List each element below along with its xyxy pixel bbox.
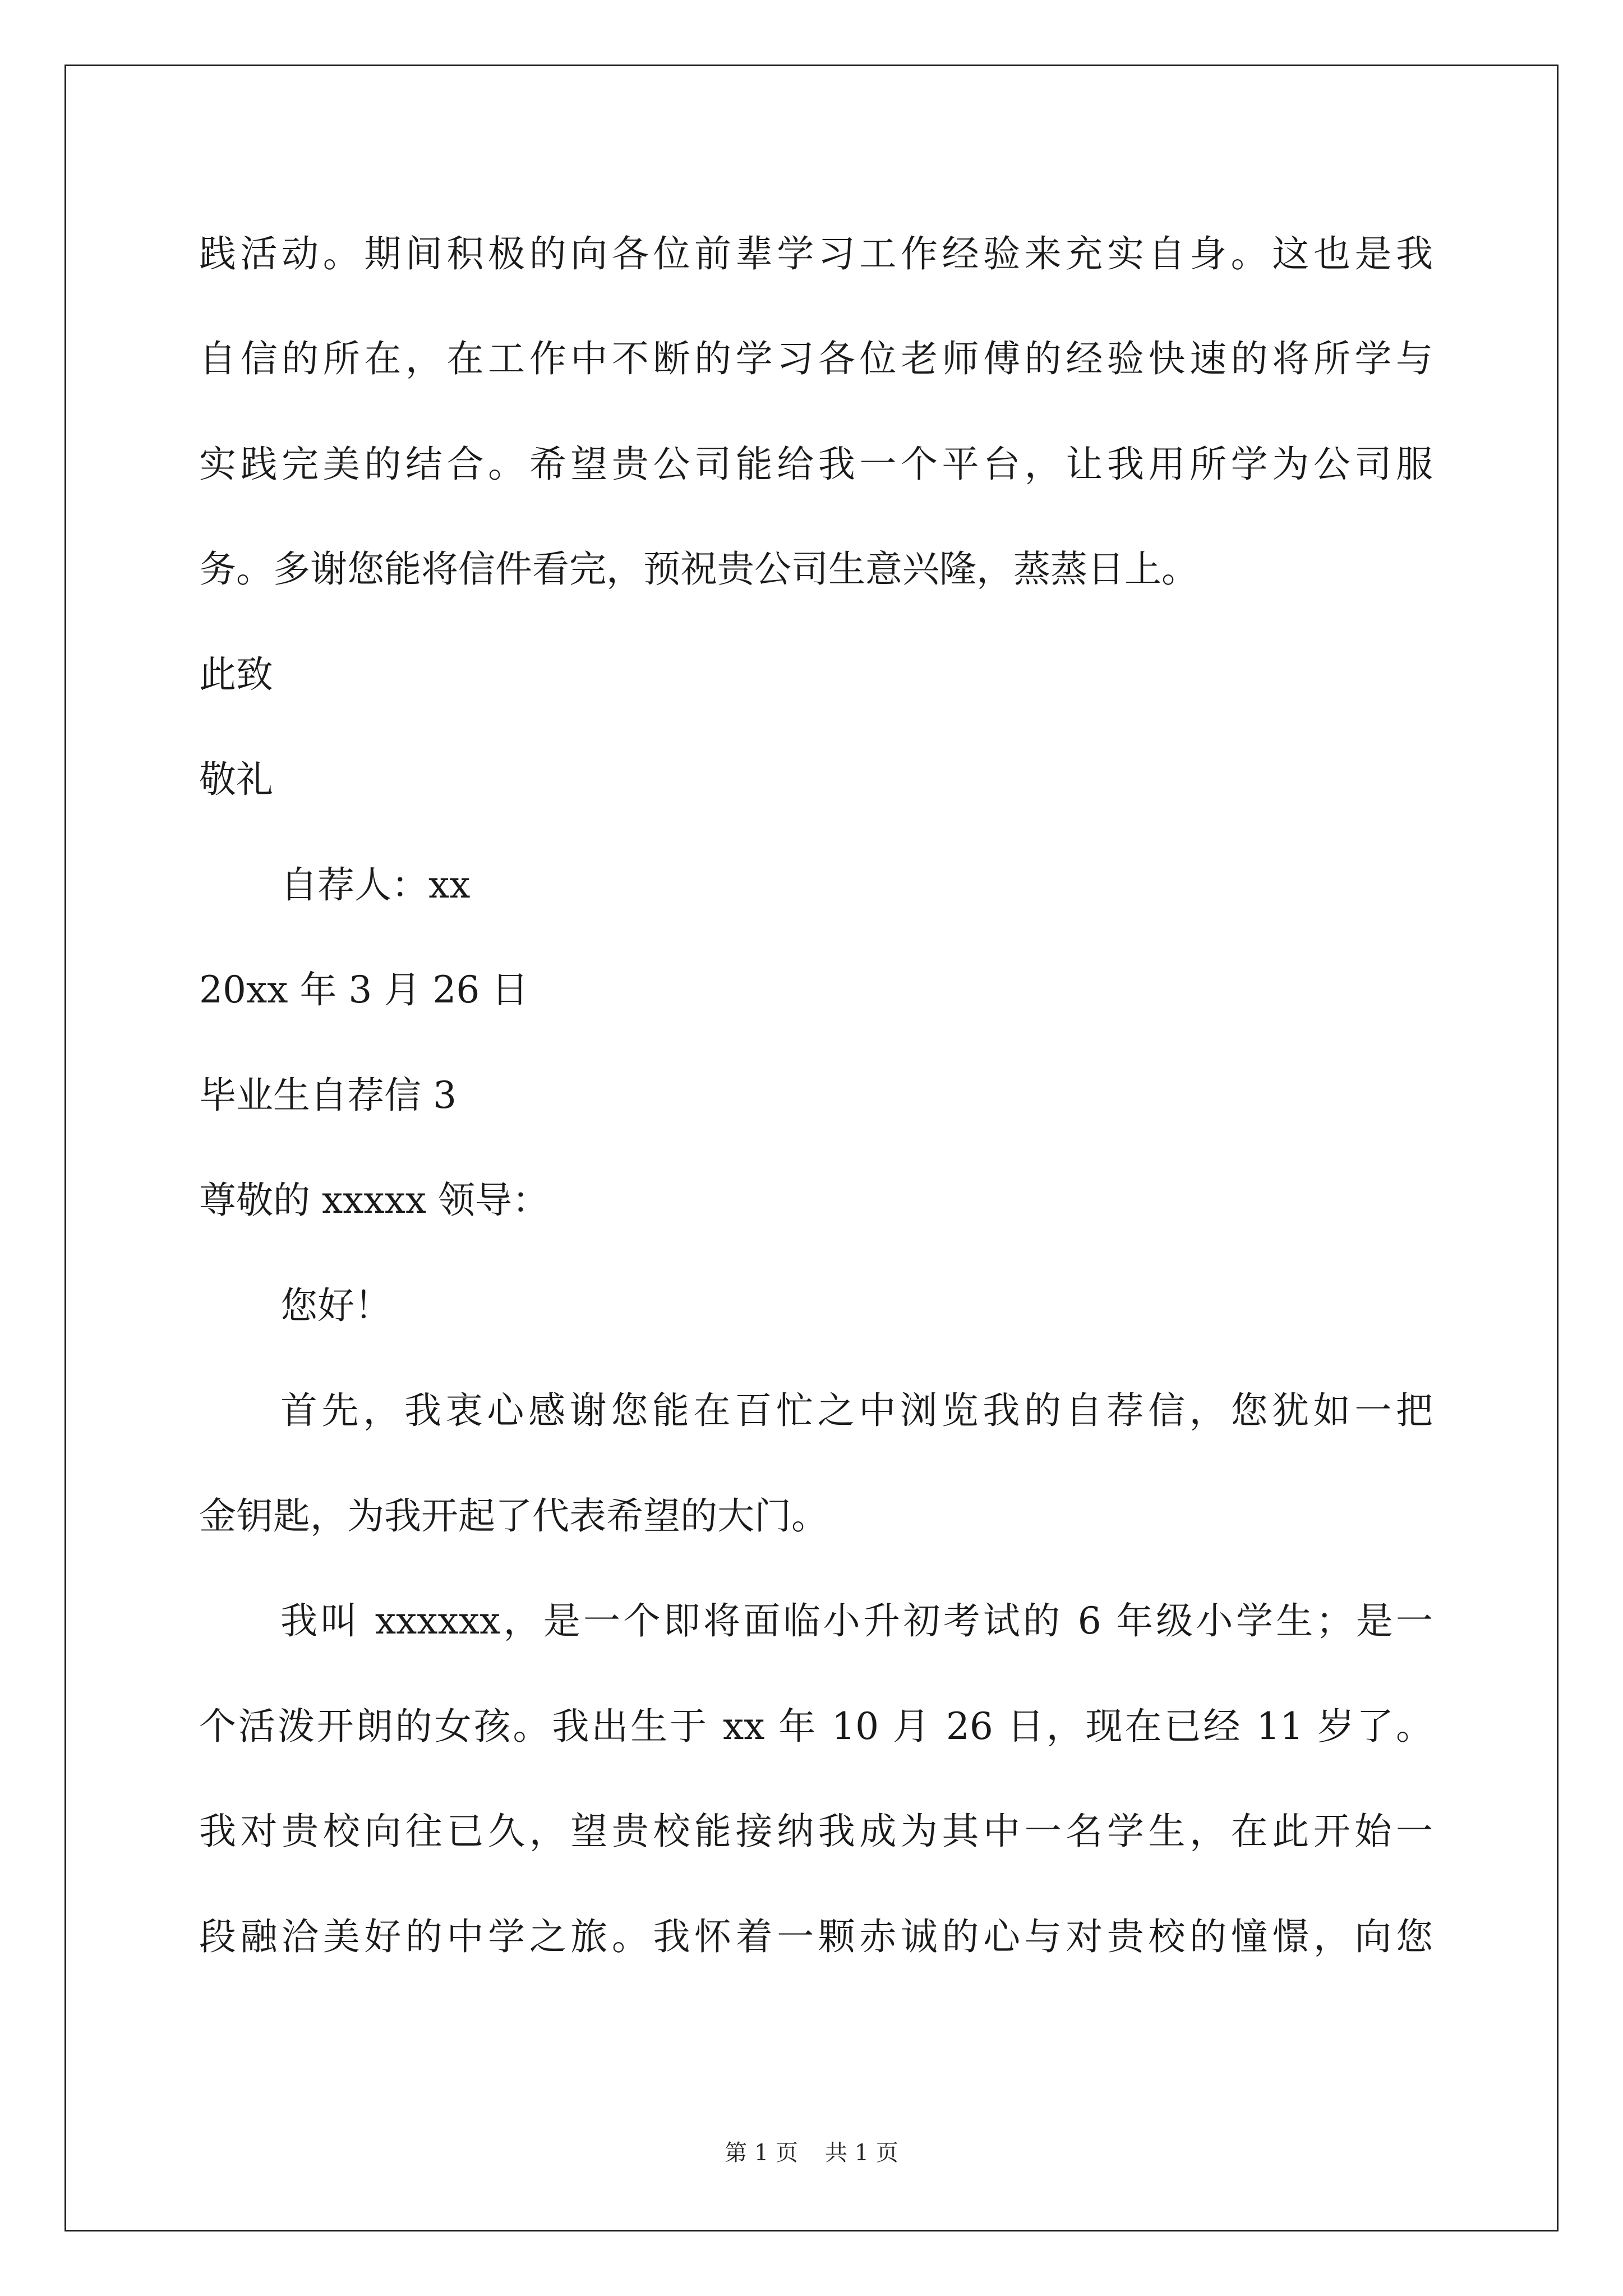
page-number-current: 第 1 页 — [725, 2140, 798, 2166]
closing-salutation: 此致 — [199, 653, 273, 696]
greeting-line: 尊敬的 xxxxx 领导： — [199, 1179, 550, 1222]
paragraph-line: 践活动。期间积极的向各位前辈学习工作经验来充实自身。这也是我 — [199, 232, 1433, 275]
paragraph-line: 段融洽美好的中学之旅。我怀着一颗赤诚的心与对贵校的憧憬，向您 — [199, 1915, 1433, 1958]
closing-regards: 敬礼 — [199, 758, 273, 801]
section-title: 毕业生自荐信 3 — [199, 1074, 457, 1117]
paragraph-line: 我叫 xxxxxx，是一个即将面临小升初考试的 6 年级小学生；是一 — [280, 1599, 1433, 1642]
paragraph-line: 自信的所在，在工作中不断的学习各位老师傅的经验快速的将所学与 — [199, 337, 1433, 380]
page-border — [64, 65, 1559, 2231]
paragraph-line: 首先，我衷心感谢您能在百忙之中浏览我的自荐信，您犹如一把 — [280, 1389, 1433, 1432]
paragraph-line: 实践完美的结合。希望贵公司能给我一个平台，让我用所学为公司服 — [199, 443, 1433, 486]
paragraph-line: 我对贵校向往已久，望贵校能接纳我成为其中一名学生，在此开始一 — [199, 1810, 1433, 1853]
date-line: 20xx 年 3 月 26 日 — [199, 968, 529, 1011]
signature-line: 自荐人：xx — [280, 863, 471, 907]
greeting-hello: 您好！ — [280, 1284, 391, 1327]
paragraph-line: 个活泼开朗的女孩。我出生于 xx 年 10 月 26 日，现在已经 11 岁了。 — [199, 1705, 1433, 1748]
paragraph-line: 金钥匙，为我开起了代表希望的大门。 — [199, 1494, 828, 1538]
page-footer — [0, 2137, 1623, 2169]
paragraph-line: 务。多谢您能将信件看完，预祝贵公司生意兴隆，蒸蒸日上。 — [199, 547, 1198, 591]
page-number-total: 共 1 页 — [825, 2140, 898, 2166]
